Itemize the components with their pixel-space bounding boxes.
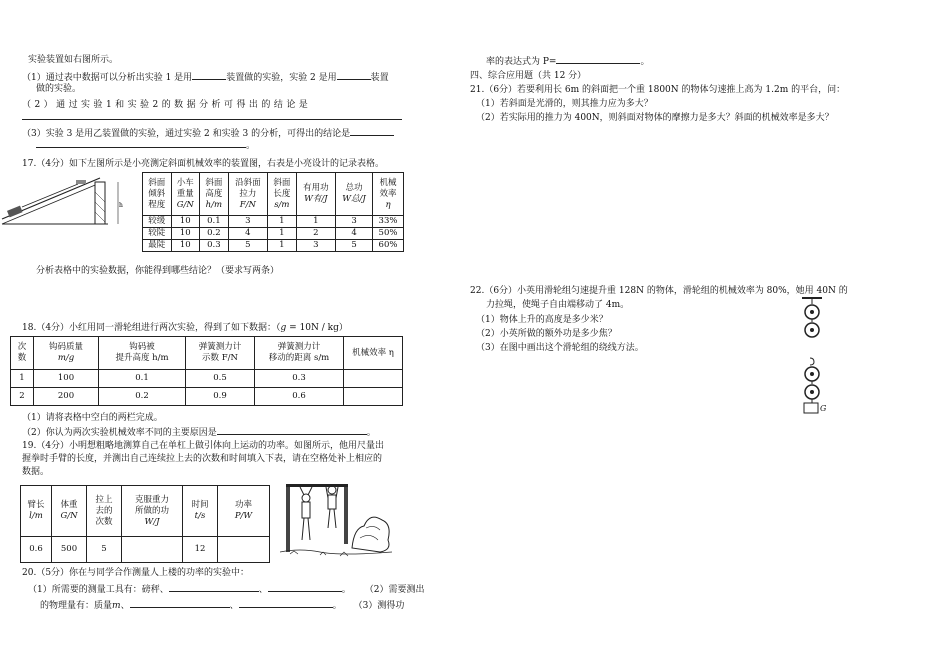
t18-h-efficiency: 机械效率 η	[344, 337, 403, 370]
t18-cell: 0.3	[255, 370, 344, 388]
t18-cell: 100	[34, 370, 99, 388]
t17-cell: 1	[268, 216, 297, 228]
t19-h-time: 时间 t/s	[183, 486, 218, 537]
q17-text: 17.（4分）如下左图所示是小亮测定斜面机械效率的装置图，右表是小亮设计的记录表格。	[22, 159, 385, 169]
t17-cell: 33%	[373, 216, 404, 228]
t18-h-mass: 钩码质量 m/g	[34, 337, 99, 370]
t17-h-total-work: 总功 W总/J	[336, 173, 373, 216]
weight-label-g: G	[820, 404, 827, 413]
table-row	[143, 216, 404, 228]
t18-cell: 0.6	[255, 388, 344, 406]
t18-cell-blank[interactable]	[344, 388, 403, 406]
q16-part2: （ 2 ） 通 过 实 验 1 和 实 验 2 的 数 据 分 析 可 得 出 的 结 论 是	[22, 100, 309, 110]
t17-cell: 10	[171, 228, 200, 240]
t17-cell: 3	[336, 216, 373, 228]
intro-line: 实验装置如右图所示。	[28, 55, 119, 65]
q16-part3: （3）实验 3 是用乙装置做的实验，通过实验 2 和实验 3 的分析，可得出的结论是	[22, 126, 394, 140]
t19-h-weight: 体重 G/N	[52, 486, 87, 537]
pullup-illustration	[280, 478, 395, 560]
t19-h-count: 拉上 去的 次数	[87, 486, 122, 537]
t19-cell-blank[interactable]	[218, 537, 270, 563]
q19-text-3: 数据。	[22, 467, 50, 477]
t17-h-grade: 斜面 倾斜 程度	[143, 173, 172, 216]
t17-cell: 1	[268, 228, 297, 240]
incline-figure	[0, 172, 142, 228]
t17-h-force: 沿斜面 拉力 F/N	[228, 173, 268, 216]
table-row	[143, 240, 404, 252]
pulley-diagram-top	[798, 296, 826, 342]
table-row	[21, 537, 270, 563]
q21-text: 21.（6分）若要利用长 6m 的斜面把一个重 1800N 的物体匀速推上高为 1.2m 的平台，问：	[470, 85, 846, 95]
section-4-heading: 四、综合应用题（共 12 分）	[470, 71, 587, 81]
t18-h-lift-height: 钩码被 提升高度 h/m	[99, 337, 186, 370]
t19-h-arm: 臂长 l/m	[21, 486, 52, 537]
q21-part1: （1）若斜面是光滑的，则其推力应为多大？	[476, 99, 653, 109]
q22-part2: （2）小英所做的额外功是多少焦？	[476, 329, 617, 339]
t17-cell: 2	[296, 228, 336, 240]
table-18-pulley	[10, 336, 403, 406]
q20-text: 20.（5分）你在与同学合作测量人上楼的功率的实验中：	[22, 568, 250, 578]
q16-part1-cont: 做的实验。	[36, 84, 82, 94]
t19-h-work: 克服重力 所做的功 W/J	[122, 486, 183, 537]
t17-cell: 较陡	[143, 228, 172, 240]
t18-cell-blank[interactable]	[344, 370, 403, 388]
table-19-pullup	[20, 485, 270, 563]
t19-cell: 12	[183, 537, 218, 563]
t18-cell: 200	[34, 388, 99, 406]
t18-h-spring-distance: 弹簧测力计 移动的距离 s/m	[255, 337, 344, 370]
t19-h-power: 功率 P/W	[218, 486, 270, 537]
t17-cell: 60%	[373, 240, 404, 252]
t17-cell: 3	[228, 216, 268, 228]
q22-text-1: 22.（6分）小英用滑轮组匀速提升重 128N 的物体，滑轮组的机械效率为 80%，她用 40N 的	[470, 286, 848, 296]
q17-question: 分析表格中的实验数据，你能得到哪些结论？（要求写两条）	[36, 266, 280, 276]
q19-text-2: 握拳时手臂的长度，并测出自己连续拉上去的次数和时间填入下表，请在空格处补上相应的	[22, 454, 383, 464]
table-17-incline	[142, 172, 404, 252]
t18-cell: 2	[11, 388, 34, 406]
t19-cell: 0.6	[21, 537, 52, 563]
t17-cell: 0.2	[200, 228, 229, 240]
q18-text: 18.（4分）小红用同一滑轮组进行两次实验，得到了如下数据：（g = 10N / kg）	[22, 323, 348, 333]
t17-cell: 5	[228, 240, 268, 252]
t18-cell: 0.2	[99, 388, 186, 406]
t17-cell: 4	[228, 228, 268, 240]
t17-h-weight: 小车 重量 G/N	[171, 173, 200, 216]
svg-text:h: h	[119, 202, 123, 209]
q20-part1: （1）所需要的测量工具有：磅秤、 、 。 （2）需要测出	[28, 582, 425, 596]
t17-h-useful-work: 有用功 W有/J	[296, 173, 336, 216]
q16-part1: （1）通过表中数据可以分析出实验 1 是用 装置做的实验，实验 2 是用 装置	[22, 70, 389, 84]
table-row	[11, 370, 403, 388]
t17-cell: 最陡	[143, 240, 172, 252]
t17-cell: 5	[336, 240, 373, 252]
q16-part2-answer	[22, 110, 402, 124]
q21-part2: （2）若实际用的推力为 400N，则斜面对物体的摩擦力是多大？斜面的机械效率是多大？	[476, 113, 834, 123]
t17-cell: 1	[268, 240, 297, 252]
q18-part1: （1）请将表格中空白的两栏完成。	[22, 413, 163, 423]
q18-part2: （2）你认为两次实验机械效率不同的主要原因是 。	[22, 425, 376, 439]
t19-cell-blank[interactable]	[122, 537, 183, 563]
t17-cell: 4	[336, 228, 373, 240]
t17-cell: 3	[296, 240, 336, 252]
t18-h-spring-reading: 弹簧测力计 示数 F/N	[186, 337, 255, 370]
t17-cell: 10	[171, 240, 200, 252]
table-19-header	[21, 486, 270, 537]
q16-part3-answer: 。	[36, 138, 255, 152]
t18-cell: 0.5	[186, 370, 255, 388]
t18-cell: 0.9	[186, 388, 255, 406]
q22-part1: （1）物体上升的高度是多少米？	[476, 315, 608, 325]
t17-h-efficiency: 机械 效率 η	[373, 173, 404, 216]
q20-part2: 的物理量有：质量m、 、 。 （3）测得功	[40, 598, 404, 612]
table-row	[143, 228, 404, 240]
t18-cell: 1	[11, 370, 34, 388]
t17-cell: 10	[171, 216, 200, 228]
q19-text-1: 19.（4分）小明想粗略地测算自己在单杠上做引体向上运动的功率。如图所示，他用尺量出	[22, 441, 385, 451]
t17-cell: 0.1	[200, 216, 229, 228]
table-18-header	[11, 337, 403, 370]
q22-part3: （3）在图中画出这个滑轮组的绕线方法。	[476, 343, 644, 353]
table-17-header	[143, 173, 404, 216]
table-row	[11, 388, 403, 406]
t17-h-height: 斜面 高度 h/m	[200, 173, 229, 216]
t17-cell: 0.3	[200, 240, 229, 252]
t19-cell: 5	[87, 537, 122, 563]
t17-cell: 1	[296, 216, 336, 228]
q20-formula-line: 率的表达式为 P= 。	[486, 54, 649, 68]
t18-cell: 0.1	[99, 370, 186, 388]
t18-h-trial: 次 数	[11, 337, 34, 370]
t17-h-length: 斜面 长度 s/m	[268, 173, 297, 216]
t17-cell: 50%	[373, 228, 404, 240]
pulley-diagram-bottom	[796, 356, 836, 416]
t19-cell: 500	[52, 537, 87, 563]
t17-cell: 较缓	[143, 216, 172, 228]
q22-text-2: 力拉绳，使绳子自由端移动了 4m。	[486, 300, 630, 310]
